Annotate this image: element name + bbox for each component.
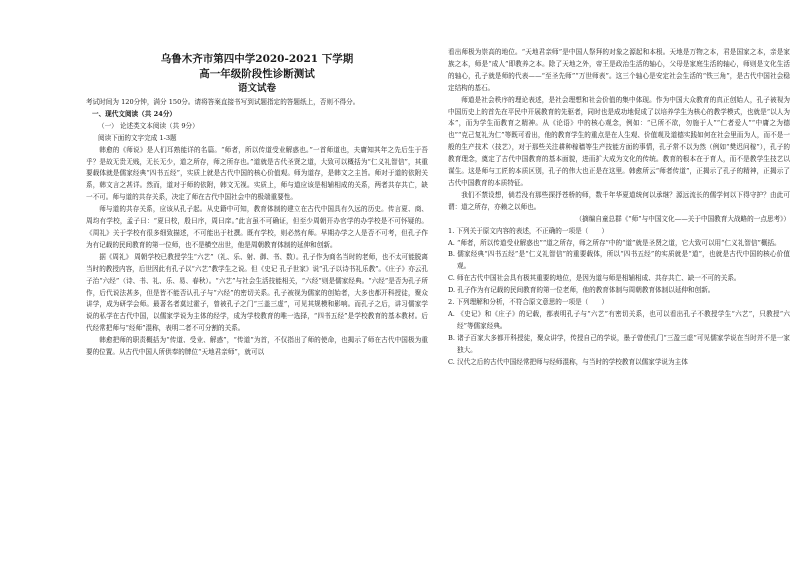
passage-paragraph: 我们不禁设想，倘若没有那些探抒苍桥的师，数千年华夏道统何以承继？源远流长的儒学何以下得守护？由此可谓：道之所存，亦赖之以师也。 [448,190,790,211]
right-column [448,47,790,368]
passage-paragraph: 韩愈把师的职责概括为“传道、受业、解惑”，“传道”为首，不仅指出了师的使命，也揭示了师在古代中国极为重要的位置。从古代中国人所供奉的牌位“天地君亲师”，就可以 [86,336,428,357]
passage-source: （摘编自童总群《“师”与中国文化——关于中国教育大战略的一点思考》） [575,214,790,223]
passage-paragraph: 师与道的共存关系，应该从孔子起。从史籍中可知，教育体制的建立在古代中国具有久远的历史。传言夏、商、周均有学校，孟子曰：“夏曰校，殷曰序，周曰庠。”此言虽不可确证，但至少周朝开办官学的办学校是不可怀疑的。《周礼》关于学校有很多细致描述，不可能出于杜撰。既有学校，则必然有师。早期办学之人是否不可考，但孔子作为有记载的民间教育的第一位师，也不是横空出世，他是周朝教育体制的延伸和创新。 [86,205,428,249]
passage-paragraph: 韩愈的《师说》是人们耳熟能详的名篇。“师者，所以传道受业解惑也。”一首师道也，夫庸知其年之先后生于吾乎？是故无贵无贱，无长无少，道之所存，师之所存也。”道就是古代圣贤之道，大致可以概括为“仁义礼智信”，其重要载体就是儒家经典“四书五经”，实质上就是古代中国的核心价值观。师为道存，是韩文之主旨。师对于道的依附关系，韩文言之甚详。然而，道对于师的依附，韩文无视。实质上，师与道应该是相辅相成的关系，两者共存共亡，缺一不可。师与道的共存关系，决定了师在古代中国社会中的极端重要性。 [86,145,428,202]
exam-title-school: 乌鲁木齐市第四中学2020-2021 下学期 [160,53,354,65]
section-heading: 一、现代文阅读（共 24分） [92,109,177,118]
question-option: C. 汉代之后的古代中国经常把师与经师混称，与当时的学校教育以儒家学说为主体 [448,357,688,366]
question-option: B. 诸子百家大多都开科授徒，聚众讲学，传授自己的学说，墨子曾使孔门“三盈三虚”可见儒家学说在当时并不是一家独大。 [448,333,790,354]
question-stem: 1. 下列关于原文内容的表述，不正确的一项是（ ） [448,226,609,235]
exam-title-subject: 语文试卷 [237,83,276,94]
reading-instruction: 阅读下面的文字完成 1-3题 [98,133,177,142]
question-option: A. “师者，所以传道受业解惑也”“道之所存，师之所存”中的“道”就是圣贤之道，它大致可以用“仁义礼智信”概括。 [448,238,781,247]
passage-paragraph: 据《周礼》 周朝学校已教授学生“六艺”（礼、乐、射、御、书、数）。孔子作为商名当时的老师，也不太可能脱离当时的教授内容，后世因此有孔子以“六艺”教学生之说。但《史记 孔子世家》说“孔子以诗书礼乐教”。《庄子》亦云孔子治“六经”（诗、书、礼、乐、易、春秋）。“六艺”与社会生活技能相关，“六经”则是儒家经典。“六经”是否为孔子所作，后代说法甚多，但是皆不能否认孔子与“六经”的密切关系。孔子被视为儒家的创始者，大多也都开科授徒，聚众讲学，成为研学会师。最著名者莫过霍子，曾被孔子之门“三盖三虚”，可见其规模和影响。而孔子之后，讲习儒家学说的私学在古代中国，以儒家学说为主体的经学，成为学校教育的唯一选择，“四书五经”是学校教育的基本教材。后代经常把师与“经师”混称，表明二者不可分割的关系。 [86,252,428,333]
passage-paragraph: 看出师极为崇高的地位。“天地君亲师”是中国人祭拜的对象之源起和本根。天地是万物之本，君是国家之本，亲是家族之本，师是“成人”即教养之本。除了天地之外，帝王是政治生活的轴心，父母是家庭生活的轴心，师则是文化生活的轴心，孔子就是师的代表——“至圣先师”“万世师表”。这三个轴心是安定社会生活的“铁三角”，是古代中国社会稳定结构的基石。 [448,48,790,92]
question-option: A. 《史记》和《庄子》的记载，都表明孔子与“六艺”有密切关系，也可以看出孔子不教授学生“六艺”，只教授“六经”等儒家经典。 [448,309,790,330]
passage-paragraph: 师道是社会秩序的理论表述，是社会理想和社会价值的集中体现。作为中国大众教育的真正创始人，孔子被视为中国历史上的首先在平民中开展教育的先驱者，同时也是成功地促成了以培养学生为核心的教学模式，也就是“以人为本”，而为学生而教育之精神。从《论语》中的核心观念，例如：“已所不欲，勿施于人”“仁者爱人”“中庸之为德也”“克己复礼为仁”等既可看出，他的教育学生的重点是在人生观、价值观及道德实践如何在社会里而为人，而不是一般的生产技术（技艺），对于那些关注耕种稼穑等生产技能方面的事情，孔子常不以为然（例如“樊迟问稼”），孔子的教育理念，奠定了古代中国教育的基本面貌，进而扩大成为文化的传统。教育的根本在于育人，而不是教学生技艺以谋生。这是师与工匠的本质区别，孔子的伟大也正是在这里。韩愈所云“师者传道”，正揭示了孔子的精神，正揭示了古代中国教育的本质特征。 [448,95,790,187]
subsection-heading: （一） 论述类文本阅读（共 9分） [98,121,199,130]
left-column [86,44,428,359]
exam-title-grade: 高一年级阶段性诊断测试 [199,68,315,80]
question-option: D. 孔子作为有记载的民间教育的第一位老师，他的教育体制与周朝教育体制以延伸和创新。 [448,286,715,295]
question-option: B. 儒家经典“四书五经”是“仁义礼智信”的重要载体，所以“四书五经”的实质就是“道”，也就是古代中国的核心价值观。 [448,250,790,271]
exam-instructions: 考试时间为 120分钟，满分 150分。请将答案直接书写到试题指定的答题纸上，否则不得分。 [86,98,360,106]
question-option: C. 师在古代中国社会具有极其重要的地位，是因为道与师是相辅相成、共存共亡、缺一不可的关系。 [448,274,741,283]
question-stem: 2. 下列理解和分析，不符合原文意思的一项是（ ） [448,298,609,307]
